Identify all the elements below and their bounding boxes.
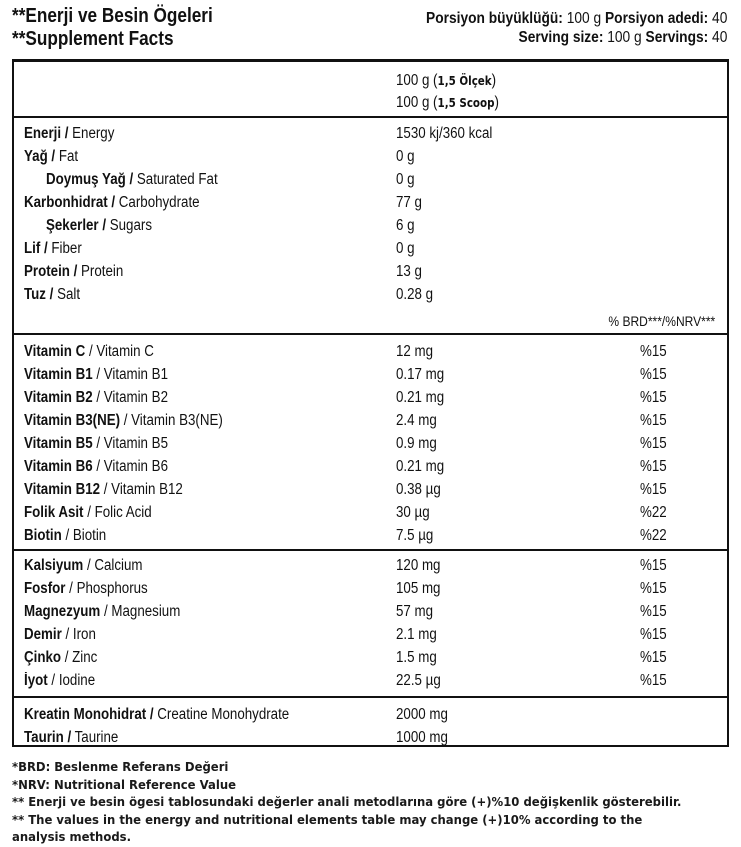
divider <box>14 696 727 698</box>
serving-size-en-value: 100 g <box>606 29 642 46</box>
serving-info-english <box>426 28 727 47</box>
table-row: Magnezyum / Magnesium 57 mg %15 <box>24 603 667 620</box>
table-row: İyot / Iodine 22.5 µg %15 <box>24 672 667 689</box>
label-title <box>12 5 213 51</box>
footnote-variance-tr: ** Enerji ve besin ögesi tablosundaki değerler anali metodlarına göre (+)%10 değişkenlik gösterebilir. <box>12 795 682 809</box>
table-row: Vitamin B12 / Vitamin B12 0.38 µg %15 <box>24 481 667 498</box>
nrv-column-header: % BRD***/%NRV*** <box>608 313 715 329</box>
serving-size-en-label: Serving size: <box>518 29 604 46</box>
facts-table <box>12 59 729 747</box>
divider <box>14 549 727 551</box>
servings-en-label: Servings: <box>645 29 708 46</box>
title-english: **Supplement Facts <box>12 28 174 50</box>
table-row: Protein / Protein 13 g <box>24 263 422 280</box>
divider <box>14 116 727 118</box>
table-row: Yağ / Fat 0 g <box>24 148 415 165</box>
table-row: Biotin / Biotin 7.5 µg %22 <box>24 527 667 544</box>
serving-info <box>426 9 727 47</box>
table-row: Tuz / Salt 0.28 g <box>24 286 434 303</box>
table-row: Enerji / Energy 1530 kj/360 kcal <box>24 125 493 142</box>
footnote-variance-en: ** The values in the energy and nutritional elements table may change (+)10% according to the analysis methods. <box>12 812 643 844</box>
serving-size-tr-value: 100 g <box>566 10 601 27</box>
servings-tr-value: 40 <box>711 10 727 27</box>
footnotes <box>12 759 741 847</box>
table-row: Demir / Iron 2.1 mg %15 <box>24 626 667 643</box>
serving-line-scoop: 100 g (1,5 Scoop) <box>396 94 499 111</box>
table-row: Lif / Fiber 0 g <box>24 240 415 257</box>
table-row: Taurin / Taurine 1000 mg <box>24 729 448 746</box>
serving-line-olcek: 100 g (1,5 Ölçek) <box>396 72 497 89</box>
serving-info-turkish <box>426 9 727 28</box>
table-row: Vitamin B6 / Vitamin B6 0.21 mg %15 <box>24 458 667 475</box>
table-row: Vitamin B3(NE) / Vitamin B3(NE) 2.4 mg %15 <box>24 412 667 429</box>
table-row: Şekerler / Sugars 6 g <box>46 217 415 234</box>
table-row: Kalsiyum / Calcium 120 mg %15 <box>24 557 667 574</box>
table-row: Vitamin B2 / Vitamin B2 0.21 mg %15 <box>24 389 667 406</box>
title-turkish: **Enerji ve Besin Ögeleri <box>12 5 213 27</box>
serving-size-tr-label: Porsiyon büyüklüğü: <box>425 10 563 27</box>
table-row: Çinko / Zinc 1.5 mg %15 <box>24 649 667 666</box>
divider <box>14 333 727 335</box>
servings-tr-label: Porsiyon adedi: <box>604 10 708 27</box>
table-row: Vitamin C / Vitamin C 12 mg %15 <box>24 343 667 360</box>
table-row: Fosfor / Phosphorus 105 mg %15 <box>24 580 667 597</box>
table-row: Vitamin B5 / Vitamin B5 0.9 mg %15 <box>24 435 667 452</box>
table-row: Karbonhidrat / Carbohydrate 77 g <box>24 194 422 211</box>
footnote-nrv: *NRV: Nutritional Reference Value <box>12 777 237 792</box>
serving-column-header <box>396 70 499 114</box>
table-row: Folik Asit / Folic Acid 30 µg %22 <box>24 504 667 521</box>
servings-en-value: 40 <box>711 29 727 46</box>
table-row: Doymuş Yağ / Saturated Fat 0 g <box>46 171 415 188</box>
table-row: Vitamin B1 / Vitamin B1 0.17 mg %15 <box>24 366 667 383</box>
footnote-brd: *BRD: Beslenme Referans Değeri <box>12 760 229 774</box>
table-row: Kreatin Monohidrat / Creatine Monohydrate 2000 mg <box>24 706 448 723</box>
